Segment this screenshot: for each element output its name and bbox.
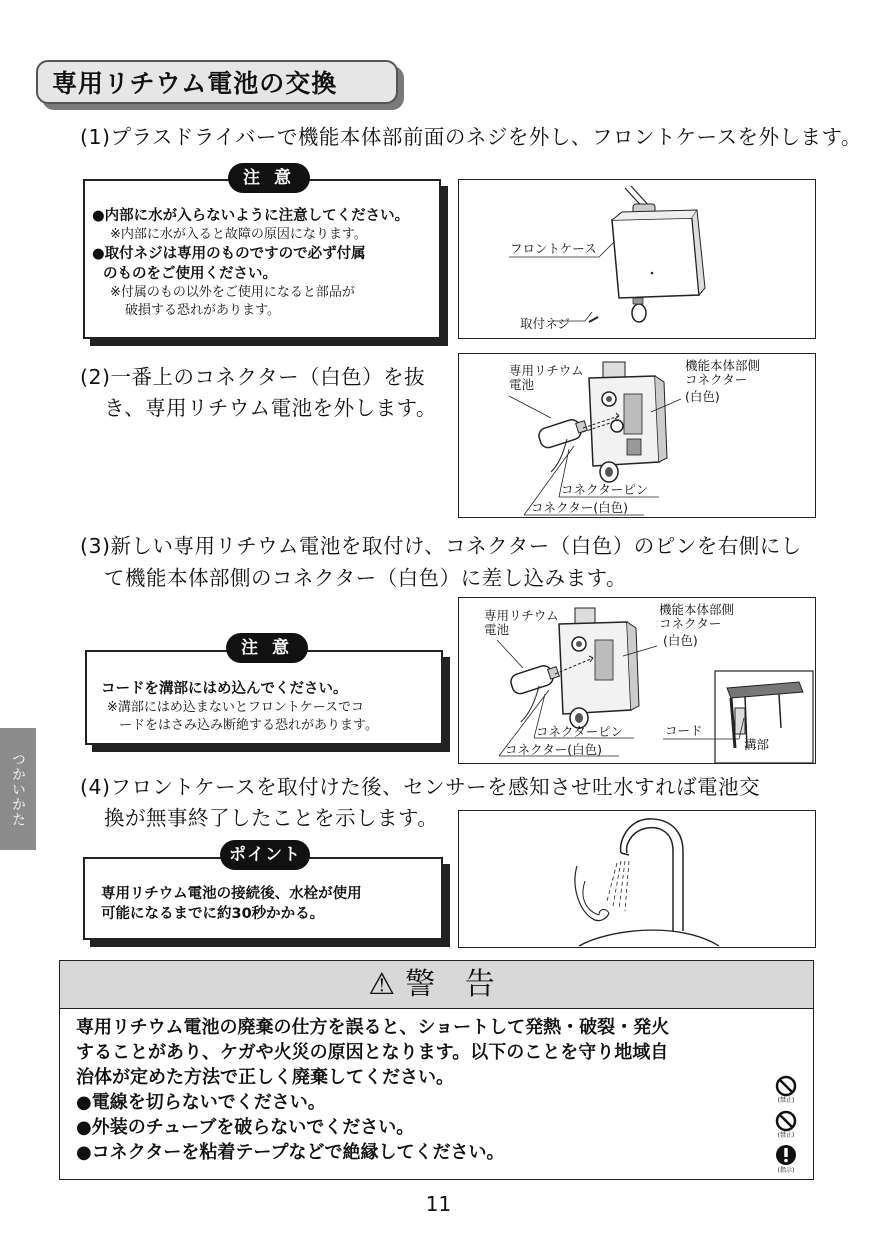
step-1-text: (1)プラスドライバーで機能本体部前面のネジを外し、フロントケースを外します。	[80, 125, 862, 149]
caution1-line6: 破損する恐れがあります。	[125, 303, 280, 318]
warning-box	[59, 960, 814, 1180]
warning-title: 警 告	[405, 967, 505, 1002]
fig3-label-battery-a: 専用リチウム	[484, 608, 559, 623]
fig2-label-conn-c: (白色)	[685, 389, 720, 404]
caution2-line3: ードをはさみ込み断絶する恐れがあります。	[119, 718, 378, 733]
front-case-illustration	[459, 180, 815, 338]
fig3-label-conn-b: コネクター	[659, 616, 722, 631]
fig3-label-conn-a: 機能本体部側	[659, 602, 735, 617]
caution1-line1: ●内部に水が入らないように注意してください。	[92, 208, 410, 224]
mandatory-exclamation-icon	[776, 1145, 796, 1165]
warning-bullet-2: ●外装のチューブを破らないでください。	[76, 1117, 415, 1138]
warning-bullet-3: ●コネクターを粘着テープなどで絶縁してください。	[76, 1142, 505, 1163]
warning-bullet-1: ●電線を切らないでください。	[76, 1092, 326, 1113]
page-number: 11	[425, 1192, 452, 1216]
point-line2: 可能になるまでに約30秒かかる。	[101, 906, 325, 922]
figure-front-case	[458, 179, 816, 339]
icon-caption-3: (指示)	[777, 1167, 795, 1174]
caution-tag-1: 注 意	[228, 163, 310, 193]
caution1-line5: ※付属のもの以外をご使用になると部品が	[110, 285, 355, 300]
faucet-illustration	[459, 811, 815, 947]
prohibited-icon	[777, 1112, 795, 1130]
page-title: 専用リチウム電池の交換	[36, 60, 398, 104]
fig3-label-conn-white: コネクター(白色)	[505, 742, 603, 757]
warning-para-3: 治体が定めた方法で正しく廃棄してください。	[76, 1067, 454, 1088]
fig2-label-conn-a: 機能本体部側	[685, 358, 761, 373]
icon-caption-2: (禁止)	[777, 1132, 795, 1139]
caution1-line4: のものをご使用ください。	[103, 266, 277, 282]
warning-para-2: することがあり、ケガや火災の原因となります。以下のことを守り地域自	[76, 1042, 669, 1063]
side-tab-usage: つかいかた	[0, 728, 36, 850]
fig3-label-conn-c: (白色)	[663, 633, 698, 648]
step-3-text-b: て機能本体部側のコネクター（白色）に差し込みます。	[104, 566, 627, 590]
step-2-text-a: (2)一番上のコネクター（白色）を抜	[80, 365, 426, 389]
icon-caption-1: (禁止)	[777, 1097, 795, 1104]
warning-header	[60, 961, 813, 1009]
point-tag: ポイント	[220, 840, 310, 870]
step-4-text-a: (4)フロントケースを取付けた後、センサーを感知させ吐水すれば電池交	[80, 775, 761, 799]
warning-para-1: 専用リチウム電池の廃棄の仕方を誤ると、ショートして発熱・破裂・発火	[76, 1017, 670, 1038]
warning-icons	[768, 1075, 804, 1175]
figure-remove-battery	[458, 353, 816, 518]
caution2-line1: コードを溝部にはめ込んでください。	[101, 681, 348, 697]
caution1-line3: ●取付ネジは専用のものですので必ず付属	[92, 246, 366, 262]
warning-triangle-icon: ⚠	[368, 967, 396, 1002]
fig2-label-conn-white: コネクター(白色)	[531, 500, 629, 515]
section-title	[36, 60, 408, 112]
step-3-text-a: (3)新しい専用リチウム電池を取付け、コネクター（白色）のピンを右側にし	[80, 534, 802, 558]
label-screw: 取付ネジ	[520, 316, 571, 331]
fig2-label-battery-a: 専用リチウム	[509, 363, 584, 378]
fig3-label-cord: コード	[665, 723, 703, 738]
prohibited-icon	[777, 1077, 795, 1095]
fig2-label-battery-b: 電池	[509, 377, 535, 392]
caution2-line2: ※溝部にはめ込まないとフロントケースでコ	[107, 700, 364, 715]
fig2-label-pin: コネクターピン	[561, 482, 649, 497]
fig3-label-pin: コネクターピン	[536, 724, 624, 739]
caution1-line2: ※内部に水が入ると故障の原因になります。	[110, 227, 367, 242]
fig2-label-conn-b: コネクター	[685, 372, 748, 387]
step-2-text-b: き、専用リチウム電池を外します。	[104, 396, 437, 420]
fig3-label-groove: 溝部	[744, 737, 770, 752]
caution-box-1	[83, 179, 441, 339]
step-4-text-b: 換が無事終了したことを示します。	[104, 806, 439, 830]
caution-box-2	[85, 650, 443, 745]
label-front-case: フロントケース	[510, 241, 597, 256]
figure-insert-battery	[458, 597, 816, 764]
caution-tag-2: 注 意	[226, 633, 308, 663]
fig3-label-battery-b: 電池	[484, 622, 510, 637]
figure-faucet	[458, 810, 816, 948]
point-line1: 専用リチウム電池の接続後、水栓が使用	[101, 886, 362, 902]
